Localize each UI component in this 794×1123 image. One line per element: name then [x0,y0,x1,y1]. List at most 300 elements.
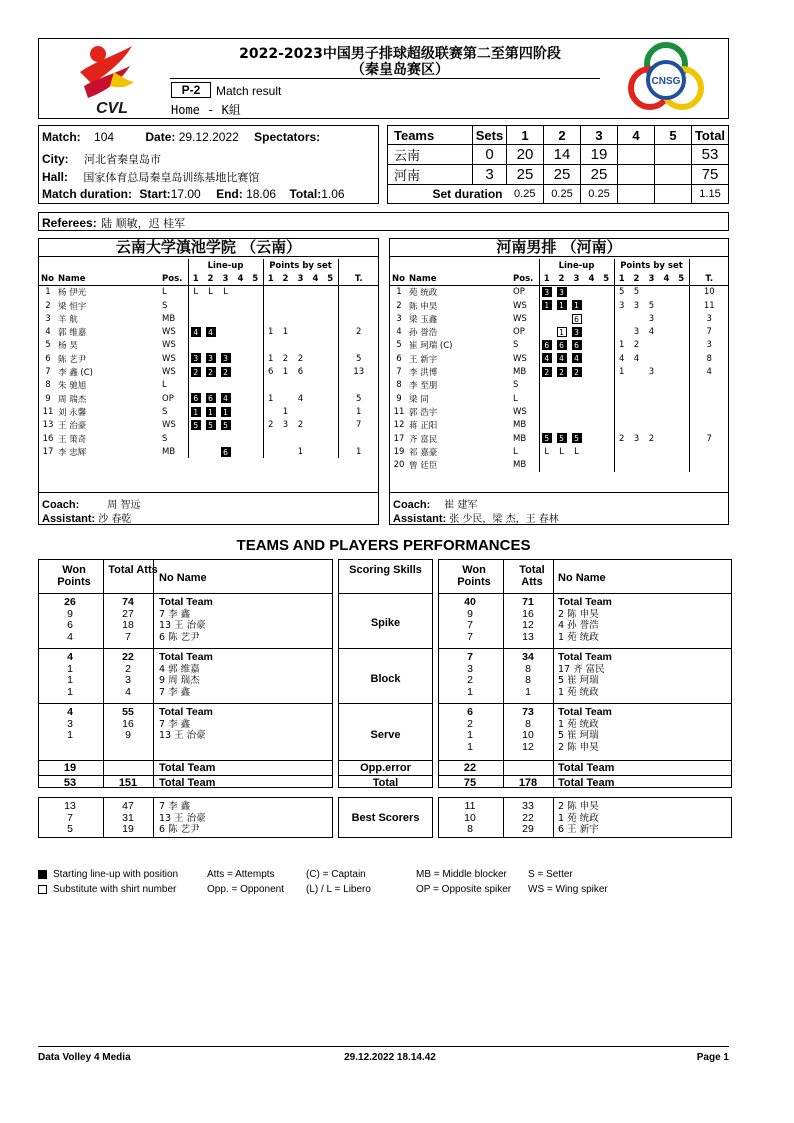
perf-col-divider [503,559,504,788]
perf-name-b-column [558,597,730,643]
set-points [644,379,659,392]
lineup-cell [218,432,233,445]
lineup-libero: L [208,287,213,298]
lineup-cell [554,432,569,445]
player-total [338,432,379,445]
player-name: 祁 嘉豪 [409,447,438,458]
set-points [278,339,293,352]
player-row [389,392,729,405]
player-total: 1 [338,405,379,418]
opp-name-a: Total Team [159,762,216,774]
set-points: 4 [297,393,304,404]
skill-label-spike: Spike [370,617,401,629]
lineup-cell [188,299,203,312]
perf-row-divider [38,775,333,776]
best-atts-a: 19 [122,823,134,836]
lineup-cell [584,339,599,352]
player-name: 王 策奇 [58,434,87,445]
set-points [659,419,674,432]
player-total [338,379,379,392]
perf-row-divider [38,648,333,649]
player-name: 刘 永馨 [58,407,87,418]
player-row [389,312,729,325]
perf-won-a: 26 [64,596,76,608]
perf-name-a-column [159,652,331,698]
result-header: 5 [655,126,692,145]
perf-won-a: 1 [67,662,73,675]
set-points [308,339,323,352]
player-number: 13 [42,420,54,431]
team-b-assistant-line [393,510,559,525]
lineup-cell [584,312,599,325]
set-points [644,458,659,471]
result-set-score: 25 [507,165,544,185]
set-header: 2 [282,273,289,284]
set-points [308,365,323,378]
best-atts-b: 29 [522,823,534,836]
result-header: 4 [618,126,655,145]
lineup-cell [599,445,614,458]
lineup-position-box: 4 [572,353,582,363]
player-position: WS [162,340,176,351]
player-row [38,312,379,325]
perf-won-b: 3 [467,662,473,675]
player-position: WS [162,420,176,431]
lineup-cell [569,379,584,392]
set-points [323,352,338,365]
skill-label-opp: Opp.error [360,762,411,774]
player-number: 17 [42,446,54,457]
lineup-cell [233,445,248,458]
set-points [308,352,323,365]
set-duration [618,185,655,204]
lineup-cell [233,352,248,365]
name-header: Name [409,273,437,284]
legend-captain: (C) = Captain [306,869,366,880]
player-number: 8 [396,380,402,391]
player-total: 5 [338,352,379,365]
set-points [308,325,323,338]
lineup-cell [188,392,203,405]
player-position: L [162,380,167,391]
set-header: 4 [663,273,670,284]
result-team: 云南 [388,145,473,165]
set-duration-label: Set duration [388,185,507,204]
player-name: 郭 浩宇 [409,407,438,418]
perf-atts-a: 9 [125,729,131,742]
team-b-coach-line [393,496,477,511]
lineup-position-box: 5 [542,433,552,443]
set-points [614,445,629,458]
set-points [629,379,644,392]
player-name: 梁 恒宇 [58,301,87,312]
set-header: 4 [588,273,595,284]
set-points [278,312,293,325]
lineup-cell [233,392,248,405]
player-name: 陈 申昊 [409,301,438,312]
player-number: 9 [396,393,402,404]
lineup-cell [218,365,233,378]
lineup-cell [554,339,569,352]
lineup-position-box: 6 [572,314,582,324]
set-header: 2 [558,273,565,284]
perf-atts-a: 7 [125,630,131,643]
lineup-position-box: 1 [572,300,582,310]
lineup-cell [539,405,554,418]
lineup-cell [203,419,218,432]
set-points [323,445,338,458]
set-points [644,339,659,352]
lineup-cell [539,392,554,405]
set-points [629,405,644,418]
set-points: 5 [633,287,640,298]
set-points [644,445,659,458]
cnsg-logo-text: CNSG [651,76,681,87]
lineup-cell [584,379,599,392]
perf-atts-b: 13 [522,630,534,643]
lineup-position-box: 2 [572,367,582,377]
perf-row-divider [438,648,732,649]
result-set-score: 25 [544,165,581,185]
lineup-cell [599,419,614,432]
set-points: 1 [263,325,278,338]
lineup-cell [188,365,203,378]
player-total: 7 [689,325,729,338]
set-points [614,405,629,418]
perf-atts-a: 2 [125,662,131,675]
pos-header: Pos. [513,273,534,284]
result-header: Total [692,126,729,145]
assistant-label: Assistant: [42,513,96,525]
lineup-cell [584,325,599,338]
perf-won-a-column [42,597,98,643]
total-duration: 1.15 [692,185,729,204]
set-points [629,458,644,471]
perf-header-atts-b: Total Atts [519,564,545,588]
lineup-cell [248,379,263,392]
set-points [674,379,689,392]
best-name-a: 7 李 鑫 [159,801,191,812]
perf-atts-a-column [106,652,150,698]
lineup-cell [599,286,614,299]
set-points [659,432,674,445]
set-points [674,325,689,338]
player-total: 13 [338,365,379,378]
player-total: 7 [338,419,379,432]
set-points [263,312,278,325]
lineup-libero: L [559,446,564,457]
set-points [263,299,278,312]
lineup-cell [188,419,203,432]
lineup-cell [203,392,218,405]
set-points: 4 [648,327,655,338]
result-set-score [618,145,655,165]
player-position: L [162,287,167,298]
player-name: 陈 艺尹 [58,354,87,365]
set-points [674,432,689,445]
set-points [323,312,338,325]
lineup-cell [248,445,263,458]
player-total: 3 [689,339,729,352]
perf-atts-b-column [506,652,550,698]
set-duration: 0.25 [507,185,544,204]
legend-s: S = Setter [528,869,573,880]
name-header: Name [58,273,86,284]
set-points [659,299,674,312]
player-number: 9 [45,393,51,404]
set-points [659,365,674,378]
lineup-position-box: 4 [221,393,231,403]
best-won-b: 8 [467,823,473,836]
lineup-cell [188,312,203,325]
lineup-cell [248,405,263,418]
lineup-cell [248,365,263,378]
lineup-cell [539,365,554,378]
player-total: 5 [338,392,379,405]
set-points [263,405,278,418]
player-position: WS [162,367,176,378]
set-points [323,379,338,392]
legend-op: OP = Opposite spiker [416,884,512,895]
best-a-box [38,797,333,838]
perf-row-divider [438,760,732,761]
perf-name-a: 9 周 瑞杰 [159,675,200,687]
legend-mb: MB = Middle blocker [416,869,507,880]
player-row [38,379,379,392]
set-points [308,379,323,392]
perf-won-a: 9 [67,607,73,620]
player-row [389,458,729,471]
set-points [659,379,674,392]
team-b-coach: 崔 建军 [444,500,478,511]
perf-won-b: 6 [467,706,473,718]
perf-name-b: 2 陈 申昊 [558,741,599,753]
perf-name-b: 1 苑 统政 [558,686,599,698]
lineup-position-box: 1 [557,327,567,337]
set-points [308,299,323,312]
player-number: 20 [393,460,405,471]
set-points [323,286,338,299]
lineup-position-box: 2 [557,367,567,377]
perf-won-a: 4 [67,706,73,718]
lineup-cell [554,419,569,432]
set-points: 2 [614,432,629,445]
lineup-cell [599,405,614,418]
set-points [614,379,629,392]
result-header: Sets [473,126,507,145]
set-points [308,445,323,458]
set-points: 3 [282,420,289,431]
best-name-b: 1 苑 统政 [558,812,599,824]
lineup-cell [584,299,599,312]
match-number: 104 [94,130,115,144]
player-row [38,299,379,312]
set-points [308,419,323,432]
lineup-cell [233,432,248,445]
player-name: 李 忠辉 [58,447,87,458]
player-name: 羊 航 [58,314,78,325]
lineup-cell [248,325,263,338]
lineup-cell [569,352,584,365]
perf-col-divider [103,559,104,788]
lineup-position-box: 6 [206,393,216,403]
set-points [644,286,659,299]
lineup-position-box: 4 [191,327,201,337]
perf-won-b: 2 [467,717,473,730]
footer-center: 29.12.2022 18.14.42 [344,1052,436,1063]
lineup-libero: L [223,287,228,298]
lineup-cell [218,419,233,432]
set-points [674,299,689,312]
legend-substitute: Substitute with shirt number [53,884,177,895]
perf-won-a: 4 [67,630,73,643]
lineup-libero: L [188,286,203,299]
lineup-position-box: 1 [542,300,552,310]
perf-atts-a: 74 [122,596,134,608]
roster-column-header [38,272,379,285]
lineup-cell [248,392,263,405]
lineup-cell [203,339,218,352]
lineup-cell [554,299,569,312]
set-points [323,432,338,445]
lineup-cell [569,432,584,445]
lineup-position-box: 3 [206,353,216,363]
perf-name-a: 7 李 鑫 [159,686,191,698]
lineup-cell [233,379,248,392]
lineup-cell [539,458,554,471]
player-total [338,339,379,352]
lineup-cell [233,299,248,312]
roster-group-header [38,259,379,272]
perf-name-a: Total Team [159,651,213,663]
best-b-divider [553,797,554,838]
legend-atts: Atts = Attempts [207,869,275,880]
lineup-cell [188,325,203,338]
lineup-position-box: 2 [221,367,231,377]
end-value: 18.06 [246,187,277,201]
result-set-score [655,145,692,165]
player-number: 12 [393,420,405,431]
set-points [629,312,644,325]
lineup-cell [539,286,554,299]
lineup-cell [599,339,614,352]
perf-won-b: 1 [467,729,473,742]
perf-row-divider [38,703,333,704]
lineup-cell [188,339,203,352]
player-position: WS [513,313,527,324]
set-points: 4 [633,353,640,364]
set-header: 2 [633,273,640,284]
perf-name-b: 1 苑 统政 [558,631,599,643]
best-won-b: 11 [464,800,476,812]
result-row [388,145,729,165]
set-points: 1 [263,352,278,365]
set-header: 3 [573,273,580,284]
result-sets: 3 [473,165,507,185]
perf-name-b: Total Team [558,706,612,718]
set-points [323,299,338,312]
lineup-cell [248,419,263,432]
perf-won-a: 6 [67,619,73,632]
lineup-cell [233,339,248,352]
lineup-cell [203,299,218,312]
hall-line [42,169,259,185]
lineup-cell [599,312,614,325]
set-points [293,299,308,312]
set-points: 3 [648,367,655,378]
player-position: MB [513,420,527,431]
perf-won-b-column [442,652,498,698]
result-set-score: 14 [544,145,581,165]
lineup-position-box: 1 [191,407,201,417]
player-position: OP [513,327,525,338]
perf-atts-a: 18 [122,619,134,632]
footer-right: Page 1 [696,1052,729,1063]
perf-name-a: Total Team [159,596,213,608]
lineup-position-box: 2 [206,367,216,377]
city-label: City: [42,152,69,166]
set-points: 1 [297,446,304,457]
player-total: 10 [689,286,729,299]
perf-won-a: 1 [67,674,73,687]
perf-won-a: 4 [67,651,73,663]
lineup-cell [569,405,584,418]
lineup-position-box: 3 [191,353,201,363]
total-header: T. [689,272,729,285]
perf-name-a: Total Team [159,706,213,718]
lineup-cell [218,325,233,338]
lineup-cell [188,379,203,392]
lineup-position-box: 4 [542,353,552,363]
lineup-cell [554,405,569,418]
result-table [387,125,729,204]
player-row [38,286,379,299]
city-value: 河北省秦皇岛市 [84,153,162,166]
set-header: 3 [222,273,229,284]
set-points [278,286,293,299]
perf-won-b: 9 [467,607,473,620]
points-header: Points by set [263,259,338,272]
result-set-score: 20 [507,145,544,165]
lineup-position-box: 6 [221,447,231,457]
assistant-label: Assistant: [393,513,447,525]
perf-atts-a: 16 [122,717,134,730]
team-a-coach-line [42,496,140,511]
set-header: 4 [237,273,244,284]
perf-atts-b-column [506,707,550,753]
lineup-cell [554,392,569,405]
lineup-cell [554,379,569,392]
best-atts-b: 22 [522,811,534,824]
lineup-position-box: 6 [572,340,582,350]
lineup-cell [539,419,554,432]
perf-name-a: 13 王 治豪 [159,730,206,742]
points-header: Points by set [614,259,689,272]
perf-name-b: 4 孙 誉浩 [558,620,599,632]
lineup-cell [584,365,599,378]
set-points [323,405,338,418]
lineup-cell [539,352,554,365]
set-header: 1 [263,272,278,285]
set-points [659,392,674,405]
set-header: 1 [539,272,554,285]
lineup-position-box: 3 [221,353,231,363]
lineup-cell [569,458,584,471]
lineup-cell [584,419,599,432]
best-atts-a: 47 [122,800,134,812]
lineup-cell [584,405,599,418]
team-a-table [38,259,379,458]
